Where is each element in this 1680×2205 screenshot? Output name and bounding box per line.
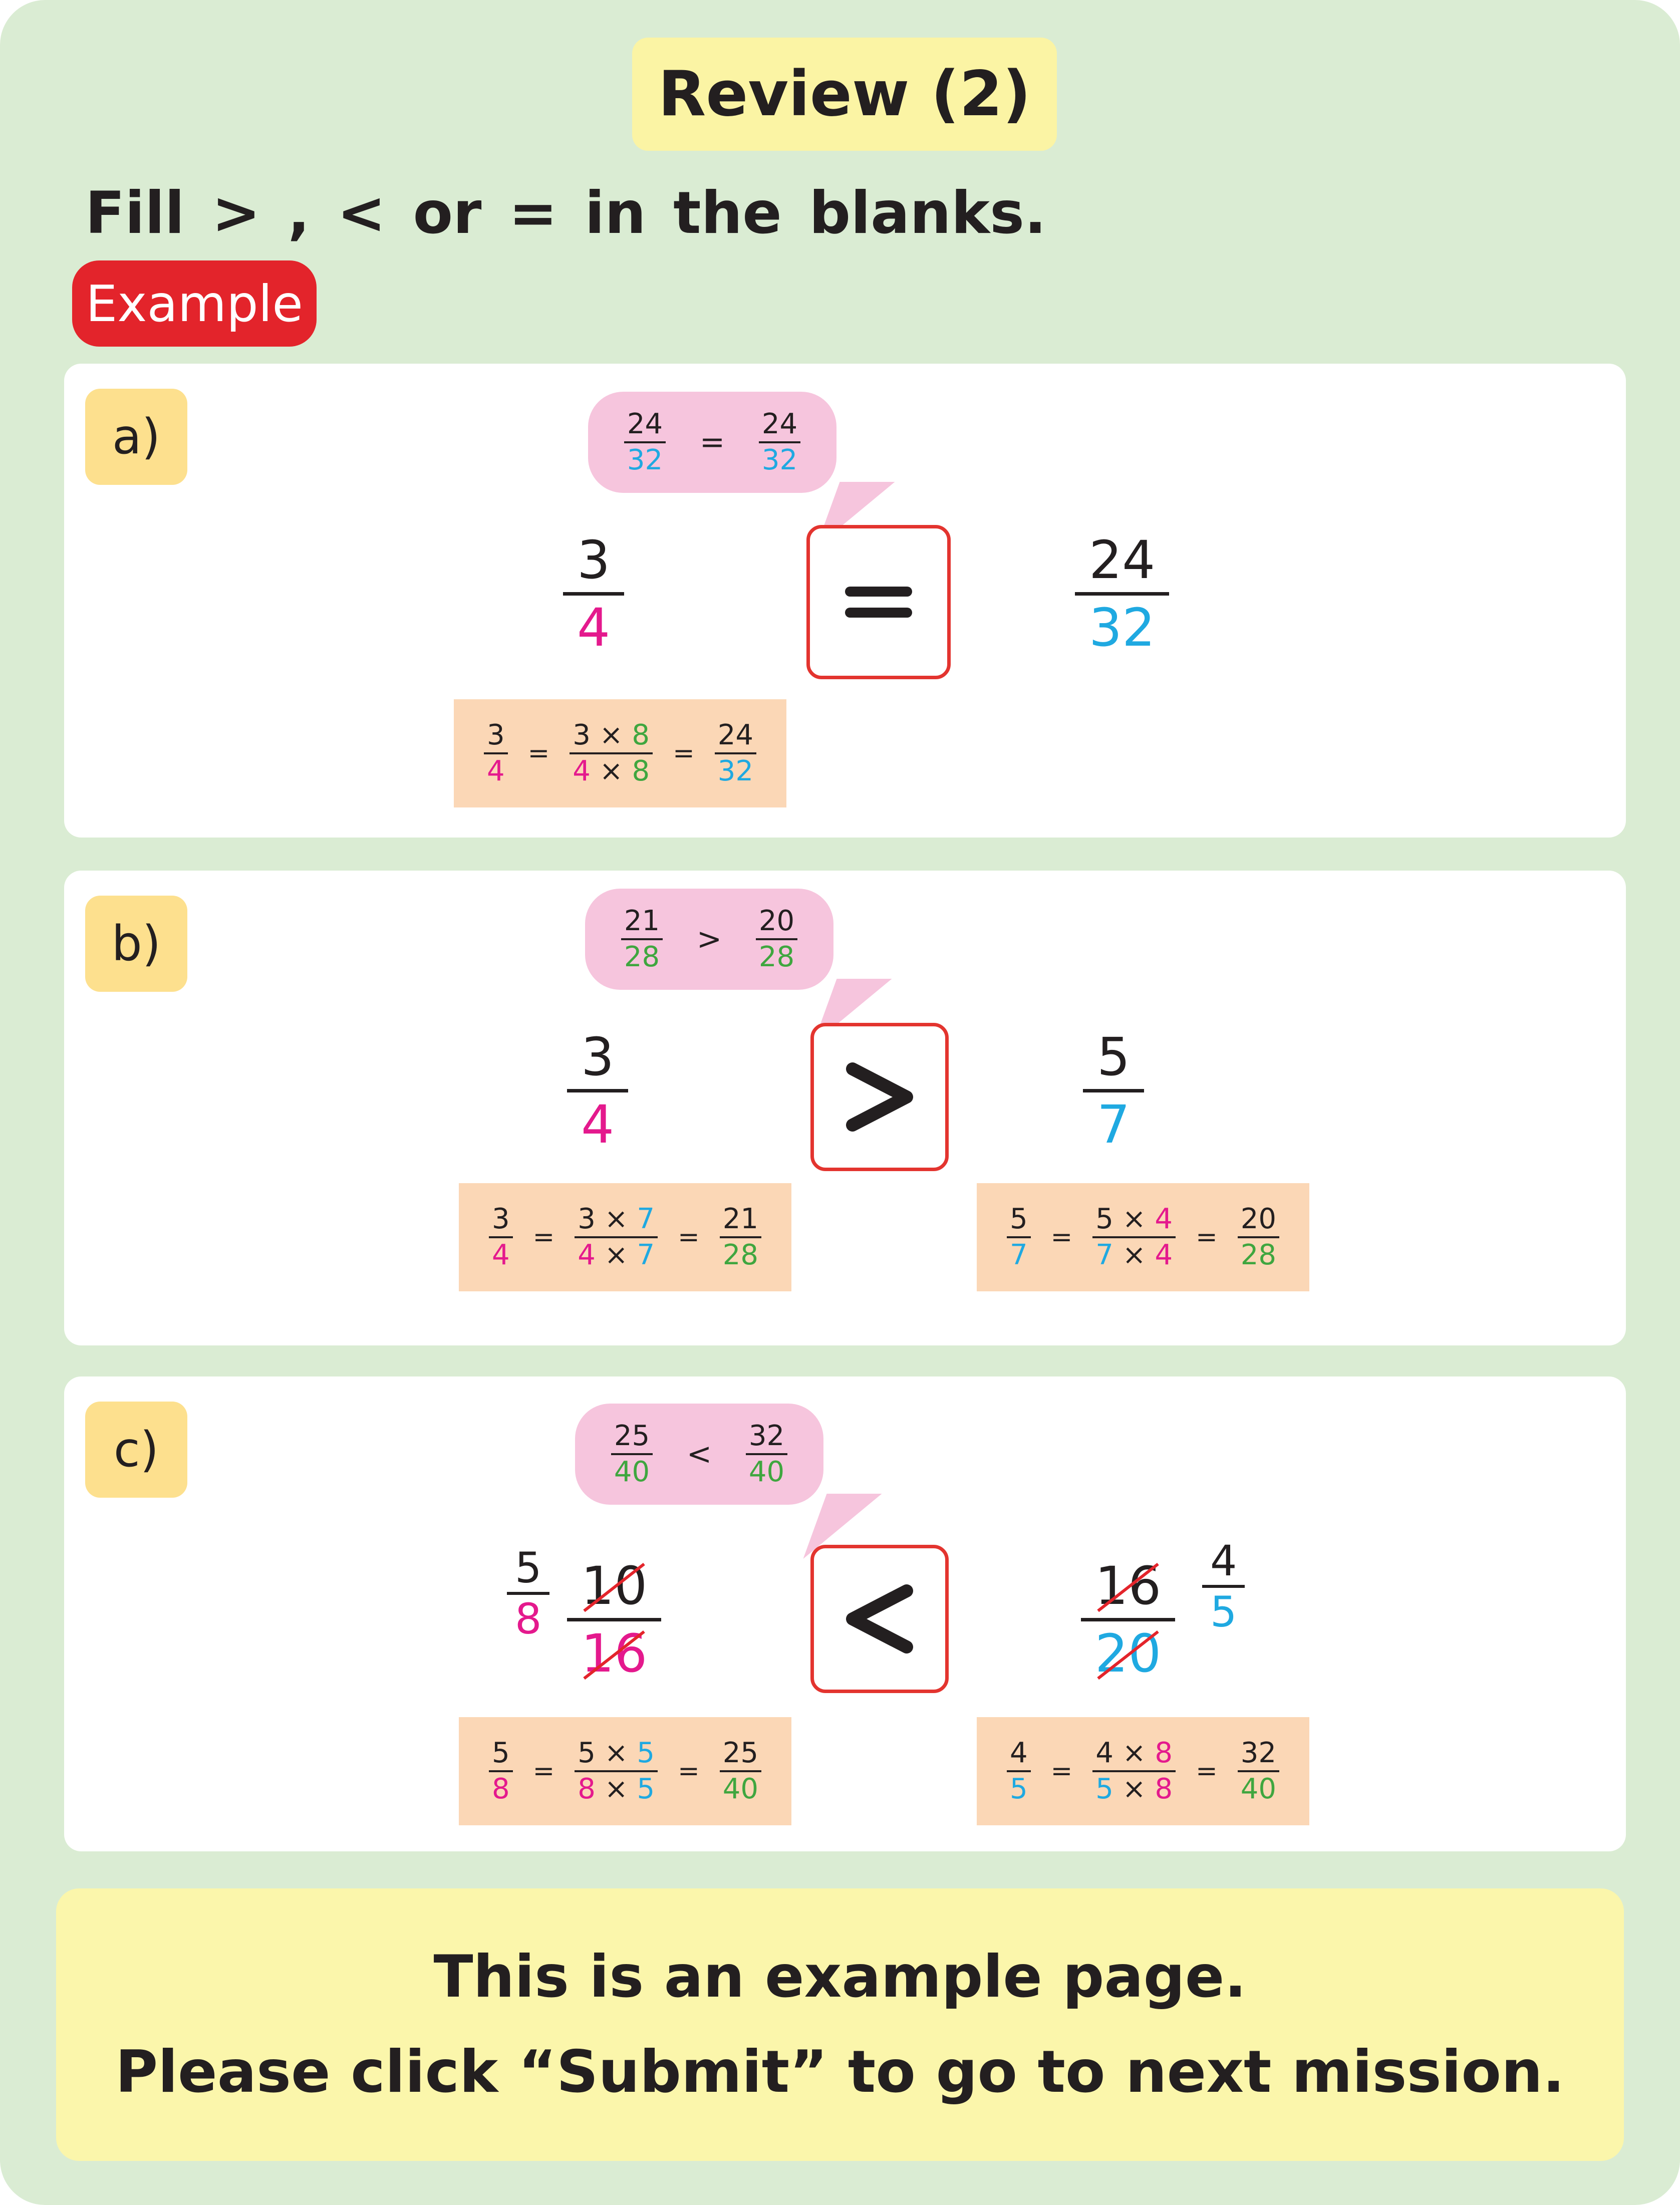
fraction-bar <box>759 441 800 443</box>
fraction-bar <box>1083 1089 1144 1092</box>
fraction-bar <box>567 1089 628 1092</box>
problem-label-a <box>85 389 187 485</box>
equals-sign: = <box>678 1222 700 1252</box>
calc-fraction <box>489 1205 513 1269</box>
equals-sign: = <box>1050 1222 1073 1252</box>
fraction-bar <box>575 1770 658 1772</box>
equals-sign: = <box>527 738 550 768</box>
numerator: 21 <box>624 905 660 937</box>
denominator: 28 <box>758 941 795 973</box>
numerator: 3 <box>577 529 611 591</box>
calc-result-fraction <box>1238 1205 1279 1269</box>
factor: 5 <box>637 1737 655 1769</box>
fraction-bar <box>720 1770 761 1772</box>
bubble-left-fraction <box>624 410 666 474</box>
denominator: 8 <box>515 1594 542 1643</box>
bubble-right-fraction <box>746 1422 787 1486</box>
factor: 7 <box>637 1239 655 1271</box>
less-than-symbol <box>845 1584 915 1654</box>
right-fraction-a <box>1075 529 1169 658</box>
calc-result-fraction <box>720 1739 761 1803</box>
instruction-text: Fill > , < or = in the blanks. <box>85 179 1047 247</box>
denominator: 5 <box>1210 1587 1237 1636</box>
fraction-bar <box>715 752 756 754</box>
fraction-bar <box>624 441 666 443</box>
calc-fraction <box>1007 1739 1031 1803</box>
fraction-bar <box>1007 1770 1031 1772</box>
denominator: 8 <box>578 1773 596 1805</box>
denominator-crossed: 16 <box>581 1623 648 1684</box>
fraction <box>1075 529 1169 658</box>
denominator: 5 <box>1095 1773 1113 1805</box>
denominator: 32 <box>1089 597 1156 658</box>
denominator: 32 <box>761 444 798 476</box>
equals-sign: = <box>1050 1756 1073 1786</box>
factor: 4 <box>1155 1203 1173 1235</box>
answer-box-c[interactable] <box>810 1545 949 1693</box>
denominator: 4 <box>581 1094 615 1155</box>
bubble-operator: < <box>686 1437 712 1472</box>
numerator: 3 <box>487 719 505 751</box>
equals-sign: = <box>678 1756 700 1786</box>
numerator: 5 <box>1097 1026 1131 1087</box>
calculation-box-c-right <box>977 1717 1309 1825</box>
factor: 8 <box>1155 1773 1173 1805</box>
equals-sign: = <box>673 738 695 768</box>
fraction <box>1081 1555 1175 1684</box>
factor: 5 <box>637 1773 655 1805</box>
fraction-bar <box>1238 1236 1279 1238</box>
factor: 7 <box>637 1203 655 1235</box>
fraction-bar <box>720 1236 761 1238</box>
page-title <box>632 38 1057 151</box>
notice-line-2: Please click “Submit” to go to next mission. <box>115 2038 1565 2106</box>
calc-multiply-fraction: $\frac{3 \times 7}{4 \times 7}$ <box>575 1205 658 1269</box>
denominator: 40 <box>1240 1773 1276 1805</box>
factor: 4 <box>1155 1239 1173 1271</box>
numerator: 4 <box>1010 1737 1028 1769</box>
numerator: 25 <box>722 1737 758 1769</box>
fraction-bar <box>484 752 508 754</box>
factor: 8 <box>1155 1737 1173 1769</box>
problem-label-text: b) <box>111 916 161 972</box>
calc-fraction <box>484 721 508 785</box>
answer-box-b[interactable] <box>810 1023 949 1171</box>
denominator: 7 <box>1095 1239 1113 1271</box>
denominator: 4 <box>487 755 505 787</box>
denominator: 7 <box>1097 1094 1131 1155</box>
calc-multiply-fraction: $\frac{4 \times 8}{5 \times 8}$ <box>1092 1739 1176 1803</box>
fraction-bar <box>563 592 624 596</box>
calculation-box-b-left <box>459 1183 791 1291</box>
bubble-right-fraction <box>756 907 797 971</box>
example-notice <box>56 1888 1624 2161</box>
fraction-bar <box>1007 1236 1031 1238</box>
fraction-bar <box>746 1453 787 1455</box>
denominator: 28 <box>1240 1239 1276 1271</box>
equals-symbol <box>841 585 916 620</box>
numerator-crossed: 10 <box>581 1555 648 1616</box>
hint-bubble-c <box>575 1404 823 1505</box>
calculation-box-c-left <box>459 1717 791 1825</box>
numerator: 3 × <box>578 1203 637 1235</box>
fraction-bar <box>621 938 663 940</box>
denominator: 40 <box>748 1456 785 1488</box>
denominator: 40 <box>722 1773 758 1805</box>
problem-label-c <box>85 1402 187 1498</box>
calc-result-fraction <box>720 1205 761 1269</box>
bubble-left-fraction <box>611 1422 653 1486</box>
fraction-bar <box>611 1453 653 1455</box>
left-simplified-fraction-c <box>507 1543 549 1643</box>
denominator: 4 <box>577 597 611 658</box>
numerator: 21 <box>722 1203 758 1235</box>
numerator: 5 <box>1010 1203 1028 1235</box>
equals-sign: = <box>532 1756 555 1786</box>
numerator: 3 × <box>573 719 632 751</box>
calc-result-fraction <box>715 721 756 785</box>
numerator: 3 <box>492 1203 510 1235</box>
bubble-operator: = <box>699 425 725 460</box>
fraction <box>507 1543 549 1643</box>
calc-fraction <box>1007 1205 1031 1269</box>
fraction <box>1083 1026 1144 1155</box>
hint-bubble-b <box>585 889 833 990</box>
numerator: 5 × <box>578 1737 637 1769</box>
numerator: 32 <box>748 1420 785 1452</box>
left-fraction-b <box>567 1026 628 1155</box>
fraction-bar <box>570 752 653 754</box>
denominator: 7 <box>1010 1239 1028 1271</box>
problem-label-text: c) <box>113 1422 159 1478</box>
numerator: 25 <box>614 1420 650 1452</box>
equals-sign: = <box>532 1222 555 1252</box>
denominator: 8 <box>492 1773 510 1805</box>
numerator: 20 <box>758 905 795 937</box>
page-title-text: Review (2) <box>658 58 1031 130</box>
fraction-bar <box>575 1236 658 1238</box>
left-fraction-c <box>567 1555 661 1684</box>
numerator-crossed: 16 <box>1095 1555 1162 1616</box>
fraction <box>563 529 624 658</box>
problem-label-text: a) <box>112 409 161 465</box>
numerator: 4 <box>1210 1536 1237 1585</box>
fraction <box>567 1555 661 1684</box>
calculation-box-a <box>454 699 786 807</box>
example-badge <box>72 260 317 347</box>
numerator: 5 <box>515 1543 542 1592</box>
factor: 8 <box>632 719 650 751</box>
bubble-right-fraction <box>759 410 800 474</box>
numerator: 24 <box>627 408 663 440</box>
calc-fraction <box>489 1739 513 1803</box>
denominator: 32 <box>717 755 753 787</box>
answer-box-a[interactable] <box>806 525 951 679</box>
hint-bubble-a <box>588 392 836 493</box>
calc-multiply-fraction: $\frac{5 \times 4}{7 \times 4}$ <box>1092 1205 1176 1269</box>
denominator: 4 <box>573 755 591 787</box>
fraction-bar <box>1092 1770 1176 1772</box>
right-fraction-b <box>1083 1026 1144 1155</box>
denominator: 40 <box>614 1456 650 1488</box>
numerator: 32 <box>1240 1737 1276 1769</box>
numerator: 4 × <box>1095 1737 1155 1769</box>
numerator: 24 <box>717 719 753 751</box>
equals-sign: = <box>1196 1222 1218 1252</box>
calc-result-fraction <box>1238 1739 1279 1803</box>
fraction-bar <box>1075 592 1169 596</box>
numerator: 3 <box>581 1026 615 1087</box>
right-simplified-fraction-c <box>1202 1536 1245 1636</box>
numerator: 24 <box>1089 529 1156 591</box>
equals-sign: = <box>1196 1756 1218 1786</box>
example-badge-text: Example <box>86 274 303 333</box>
left-fraction-a <box>563 529 624 658</box>
denominator: 4 <box>578 1239 596 1271</box>
notice-line-1: This is an example page. <box>433 1943 1247 2011</box>
denominator: 28 <box>722 1239 758 1271</box>
calculation-box-b-right <box>977 1183 1309 1291</box>
calc-multiply-fraction: $\frac{5 \times 5}{8 \times 5}$ <box>575 1739 658 1803</box>
fraction-bar <box>1092 1236 1176 1238</box>
fraction-bar <box>1081 1618 1175 1621</box>
fraction <box>1202 1536 1245 1636</box>
greater-than-symbol <box>845 1062 915 1132</box>
fraction <box>567 1026 628 1155</box>
bubble-operator: > <box>696 922 722 957</box>
right-fraction-c <box>1081 1555 1175 1684</box>
denominator: 5 <box>1010 1773 1028 1805</box>
fraction-bar <box>756 938 797 940</box>
denominator: 4 <box>492 1239 510 1271</box>
numerator: 20 <box>1240 1203 1276 1235</box>
problem-label-b <box>85 896 187 992</box>
problem-card-b <box>64 871 1626 1345</box>
numerator: 5 <box>492 1737 510 1769</box>
fraction-bar <box>489 1770 513 1772</box>
numerator: 24 <box>761 408 798 440</box>
denominator: 28 <box>624 941 660 973</box>
calc-multiply-fraction: $\frac{3 \times 8}{4 \times 8}$ <box>570 721 653 785</box>
fraction-bar <box>567 1618 661 1621</box>
bubble-left-fraction <box>621 907 663 971</box>
denominator: 32 <box>627 444 663 476</box>
fraction-bar <box>1238 1770 1279 1772</box>
numerator: 5 × <box>1095 1203 1155 1235</box>
fraction-bar <box>489 1236 513 1238</box>
problem-card-c <box>64 1376 1626 1851</box>
denominator-crossed: 20 <box>1095 1623 1162 1684</box>
problem-card-a <box>64 364 1626 838</box>
